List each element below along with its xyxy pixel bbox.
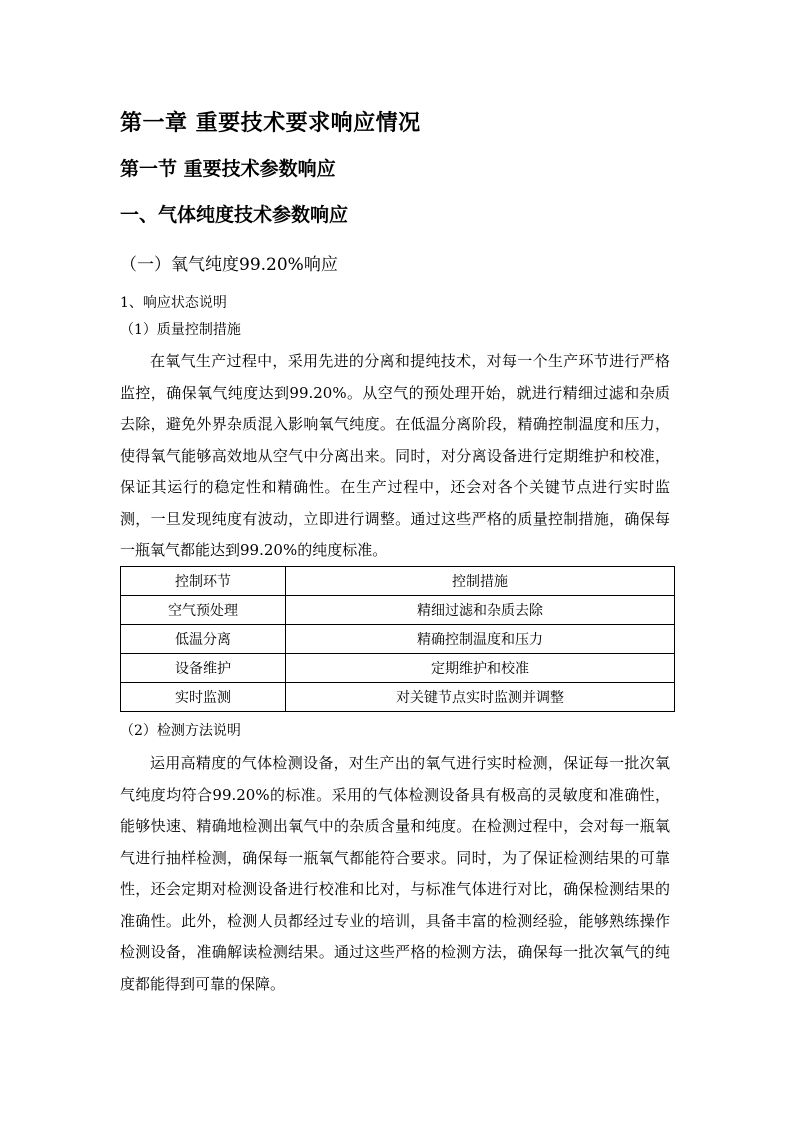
table-cell: 对关键节点实时监测并调整 [286,683,675,712]
table-cell: 空气预处理 [121,596,286,625]
sub-point-heading-1: （1）质量控制措施 [120,322,241,338]
point-heading: 1、响应状态说明 [120,295,227,311]
table-row [121,596,675,625]
paragraph-detection-method: 运用高精度的气体检测设备，对生产出的氧气进行实时检测，保证每一批次氧气纯度均符合99.20%的标准。采用的气体检测设备具有极高的灵敏度和准确性，能够快速、精确地检测出氧气中的杂质含量和纯度。在检测过程中，会对每一瓶氧气进行抽样检测，确保每一瓶氧气都能符合要求。同时，为了保证检测结果的可靠性，还会定期对检测设备进行校准和比对，与标准气体进行对比，确保检测结果的准确性。此外，检测人员都经过专业的培训，具备丰富的检测经验，能够熟练操作检测设备，准确解读检测结果。通过这些严格的检测方法，确保每一批次氧气的纯度都能得到可靠的保障。 [120,754,670,993]
control-measures-table [120,566,675,712]
table-cell: 低温分离 [121,625,286,654]
sub-point-heading-2: （2）检测方法说明 [120,723,241,739]
table-row [121,654,675,683]
table-cell: 精确控制温度和压力 [286,625,675,654]
table-cell: 定期维护和校准 [286,654,675,683]
table-row [121,625,675,654]
table-cell: 实时监测 [121,683,286,712]
item-title: （一）氧气纯度99.20%响应 [120,255,338,275]
table-cell: 设备维护 [121,654,286,683]
chapter-title: 第一章 重要技术要求响应情况 [120,110,421,136]
table-header-cell: 控制措施 [286,567,675,596]
paragraph-quality-control: 在氧气生产过程中，采用先进的分离和提纯技术，对每一个生产环节进行严格监控，确保氧气纯度达到99.20%。从空气的预处理开始，就进行精细过滤和杂质去除，避免外界杂质混入影响氧气纯度。在低温分离阶段，精确控制温度和压力，使得氧气能够高效地从空气中分离出来。同时，对分离设备进行定期维护和校准，保证其运行的稳定性和精确性。在生产过程中，还会对各个关键节点进行实时监测，一旦发现纯度有波动，立即进行调整。通过这些严格的质量控制措施，确保每一瓶氧气都能达到99.20%的纯度标准。 [120,352,670,559]
table-row [121,683,675,712]
subsection-title: 一、气体纯度技术参数响应 [120,204,349,226]
table-cell: 精细过滤和杂质去除 [286,596,675,625]
table-header-row [121,567,675,596]
section-title: 第一节 重要技术参数响应 [120,158,336,180]
table-header-cell: 控制环节 [121,567,286,596]
